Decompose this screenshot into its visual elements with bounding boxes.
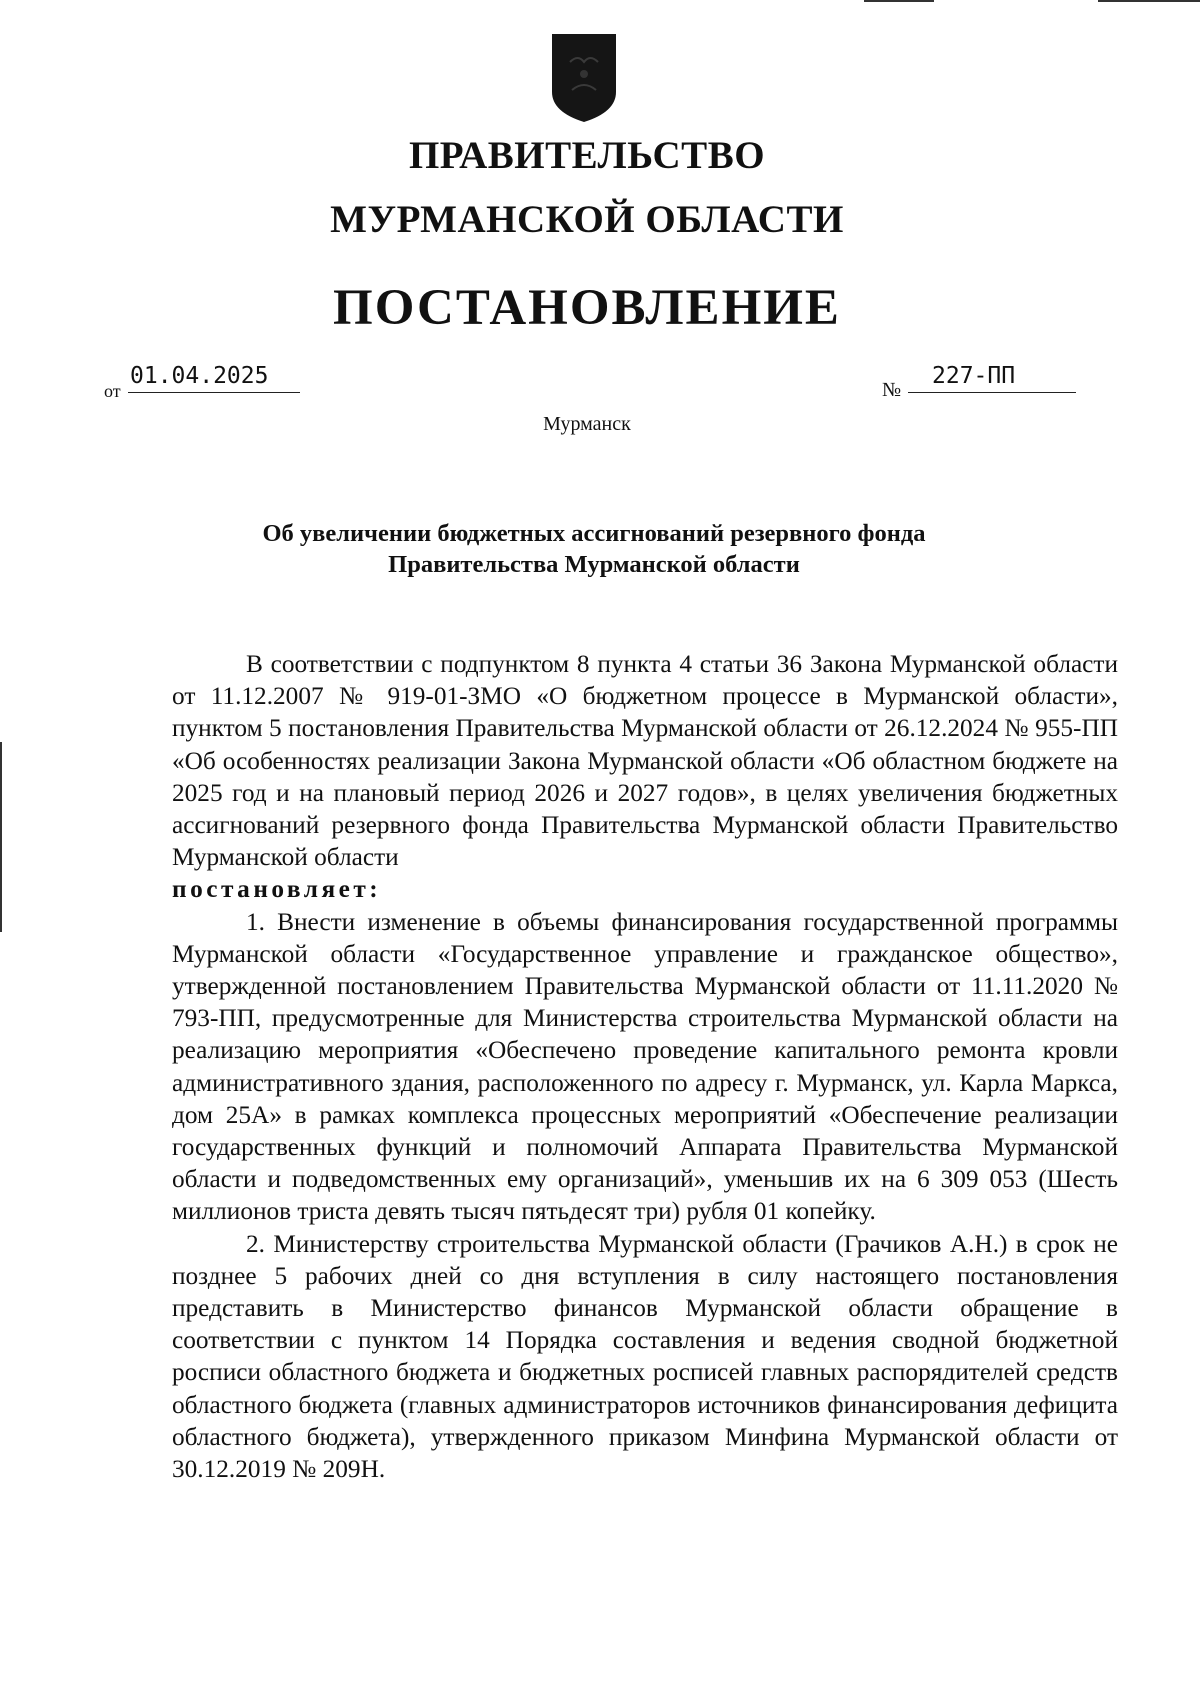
- document-subject: [170, 518, 1018, 580]
- preamble-text: В соответствии с подпунктом 8 пункта 4 статьи 36 Закона Мурманской области от 11.12.2007 № 919-01-ЗМО «О бюджетном процессе в Мурманской области», пунктом 5 постановления Правительства Мурманской области от 26.12.2024 № 955-ПП «Об особенностях реализации Закона Мурманской области «Об областном бюджете на 2025 год и на плановый период 2026 и 2027 годов», в целях увеличения бюджетных ассигнований резервного фонда Правительства Мурманской области Правительство Мурманской области: [172, 650, 1118, 872]
- preamble-paragraph: [172, 648, 1118, 906]
- scan-edge-mark: [864, 0, 934, 2]
- scan-edge-mark: [0, 742, 2, 932]
- coat-of-arms-icon: [548, 32, 620, 124]
- subject-line2: Правительства Мурманской области: [388, 551, 800, 578]
- document-number: 227-ПП: [908, 363, 1076, 393]
- document-body: [172, 648, 1118, 1485]
- document-type: ПОСТАНОВЛЕНИЕ: [333, 280, 841, 336]
- document-city: Мурманск: [543, 413, 631, 435]
- item-1-paragraph: 1. Внести изменение в объемы финансирования государственной программы Мурманской области «Государственное управление и гражданское общество», утвержденной постановлением Правительства Мурманской области от 11.11.2020 № 793-ПП, предусмотренные для Министерства строительства Мурманской области на реализацию мероприятия «Обеспечено проведение капитального ремонта кровли административного здания, расположенного по адресу г. Мурманск, ул. Карла Маркса, дом 25А» в рамках комплекса процессных мероприятий «Обеспечение реализации государственных функций и полномочий Аппарата Правительства Мурманской области и подведомственных ему организаций», уменьшив их на 6 309 053 (Шесть миллионов триста девять тысяч пятьдесят три) рубля 01 копейку.: [172, 907, 1118, 1226]
- subject-line1: Об увеличении бюджетных ассигнований резервного фонда: [262, 520, 926, 547]
- item-2-paragraph: 2. Министерству строительства Мурманской области (Грачиков А.Н.) в срок не позднее 5 рабочих дней со дня вступления в силу настоящего постановления представить в Министерство финансов Мурманской области обращение в соответствии с пунктом 14 Порядка составления и ведения сводной бюджетной росписи областного бюджета и бюджетных росписей главных распорядителей средств областного бюджета (главных администраторов источников финансирования дефицита областного бюджета), утвержденного приказом Минфина Мурманской области от 30.12.2019 № 209Н.: [172, 1229, 1118, 1484]
- number-prefix: №: [882, 379, 902, 401]
- scan-edge-mark: [1098, 0, 1200, 2]
- document-date: 01.04.2025: [128, 363, 300, 393]
- org-name-line2: МУРМАНСКОЙ ОБЛАСТИ: [330, 198, 844, 241]
- decree-word: постановляет:: [172, 875, 382, 904]
- date-prefix: от: [104, 381, 121, 401]
- org-name-line1: ПРАВИТЕЛЬСТВО: [408, 134, 766, 177]
